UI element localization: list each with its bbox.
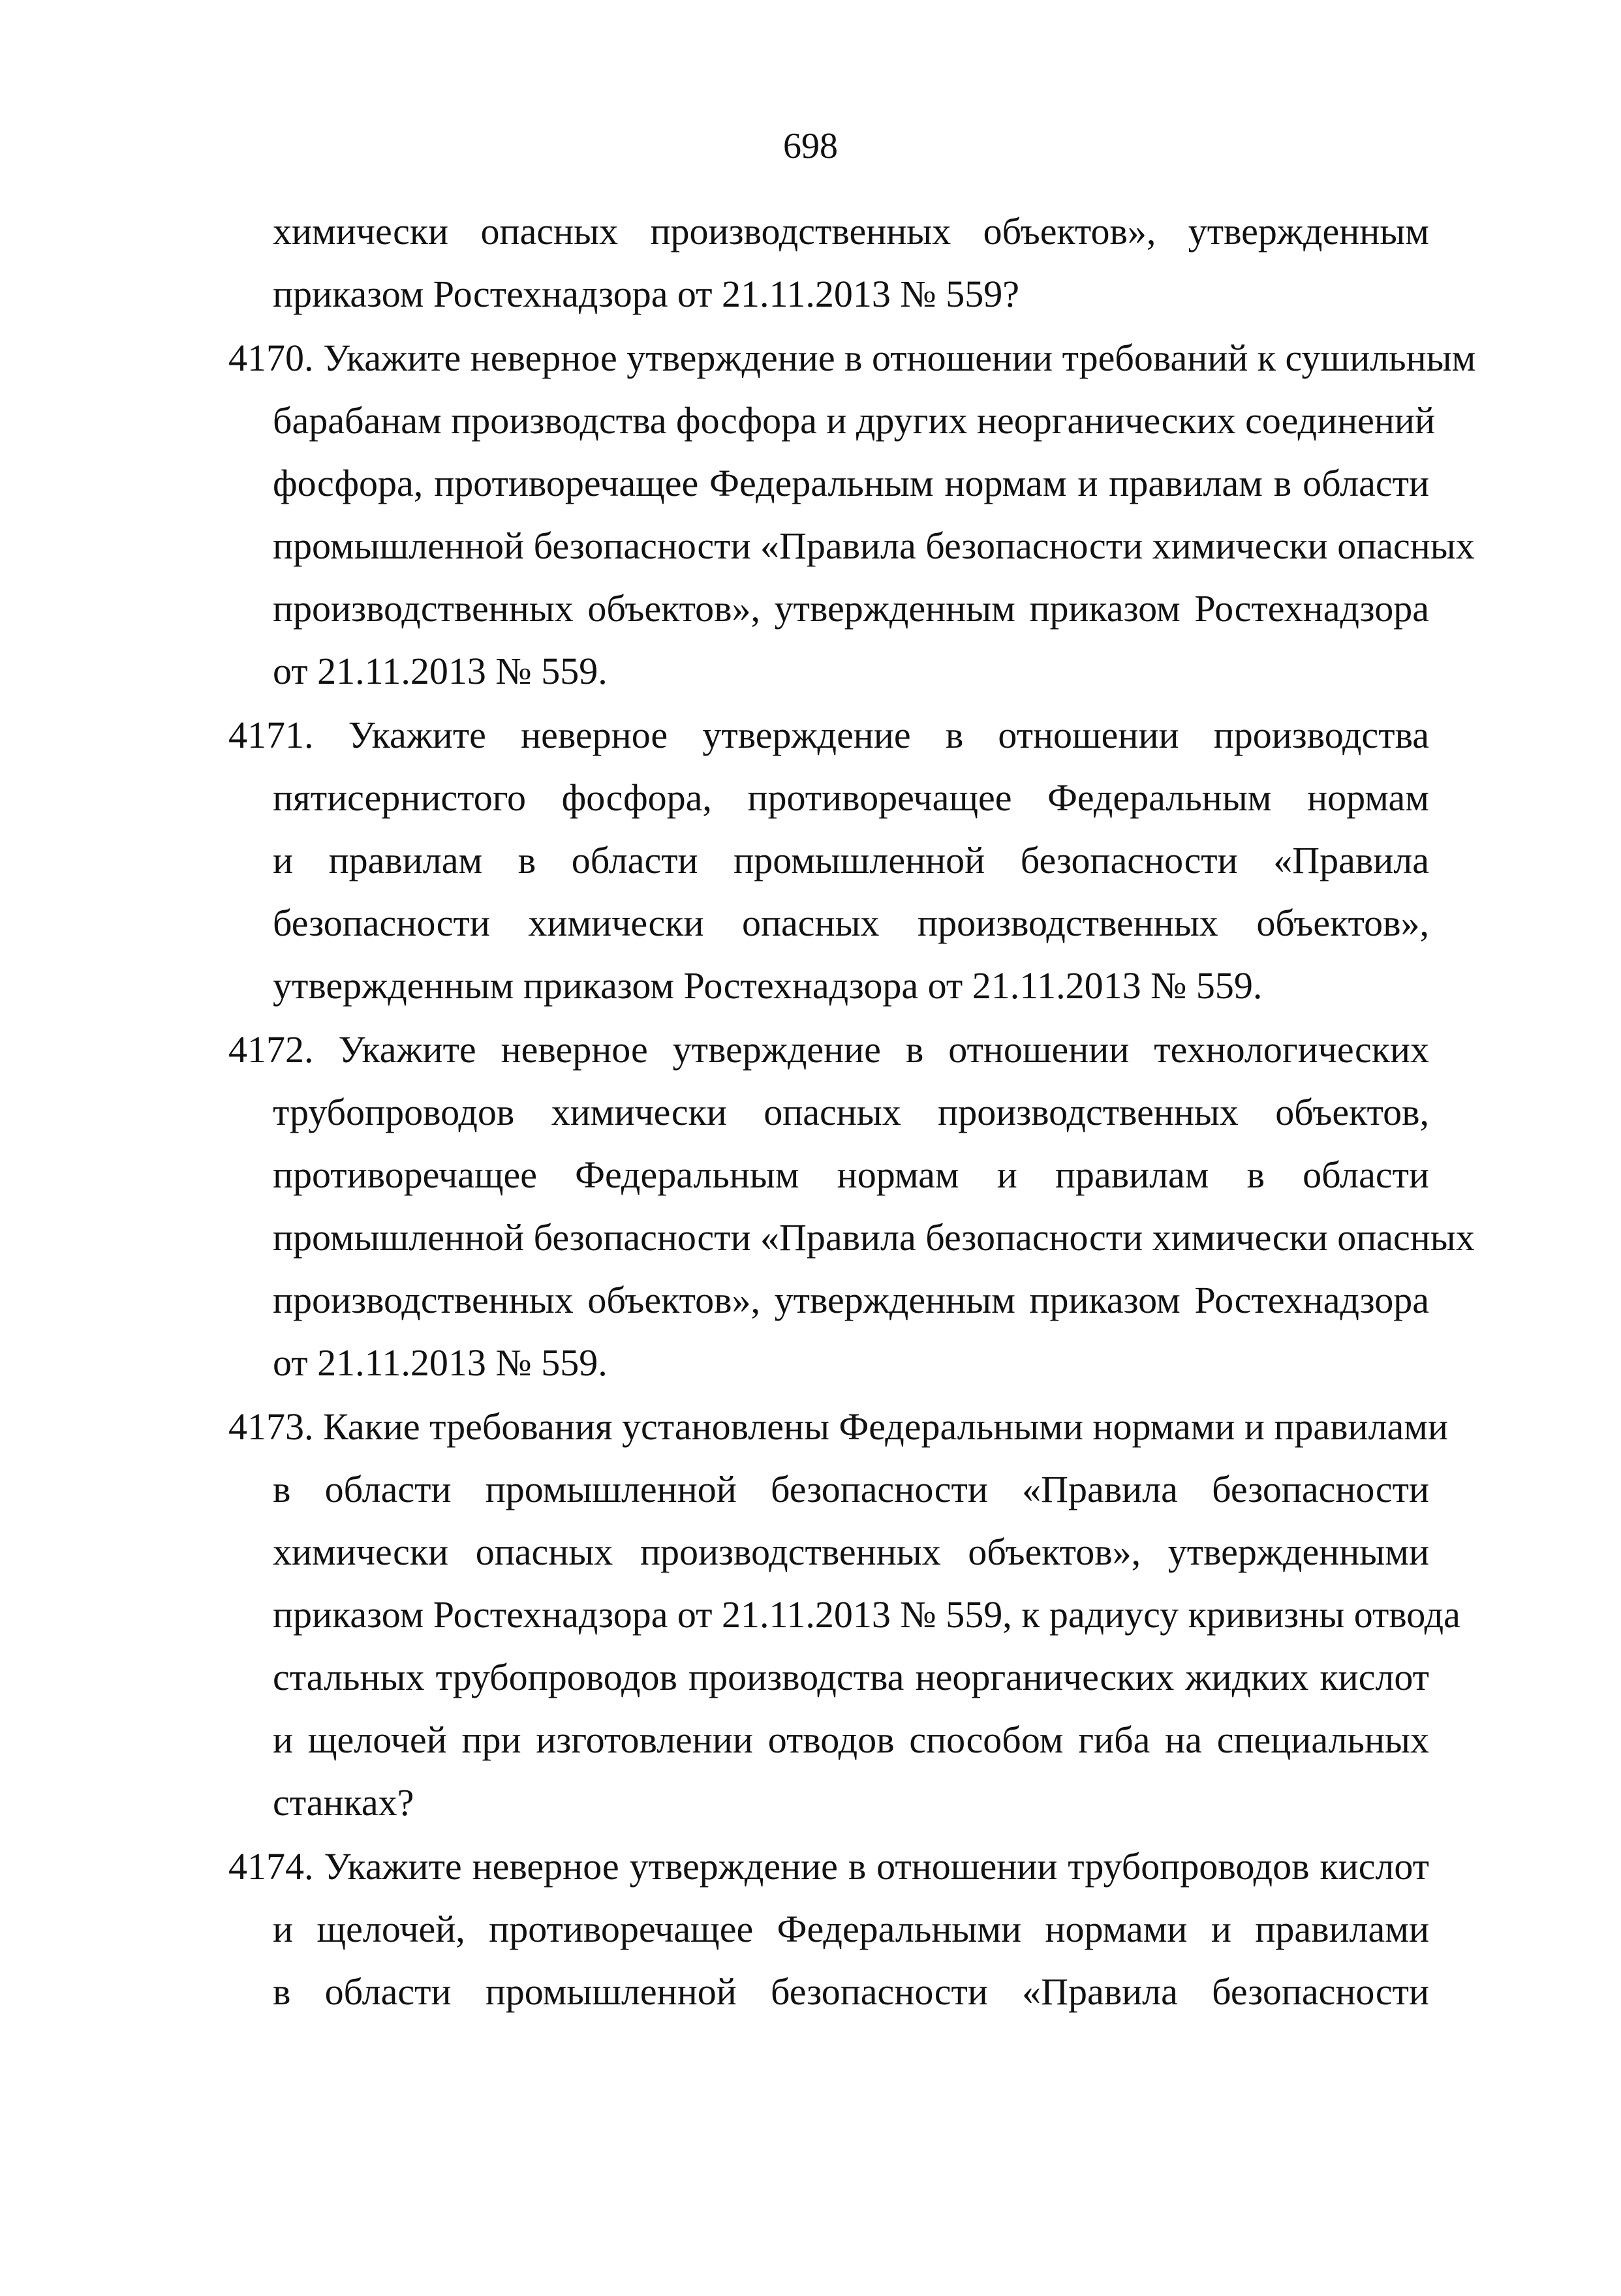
text-line: стальных трубопроводов производства неорганических жидких кислот: [273, 1656, 1429, 1698]
text-line: и щелочей при изготовлении отводов способом гиба на специальных: [273, 1719, 1429, 1761]
text-line: химически опасных производственных объектов», утвержденным: [273, 210, 1429, 253]
text-line: утвержденным приказом Ростехнадзора от 21.11.2013 № 559.: [273, 964, 1263, 1007]
question-line: 4170. Укажите неверное утверждение в отношении требований к сушильным: [228, 337, 1476, 379]
text-line: и щелочей, противоречащее Федеральными нормами и правилами: [273, 1908, 1429, 1950]
text-line: и правилам в области промышленной безопасности «Правила: [273, 839, 1429, 881]
text-line: от 21.11.2013 № 559.: [273, 650, 608, 692]
text-line: химически опасных производственных объектов», утвержденными: [273, 1531, 1429, 1573]
text-line: безопасности химически опасных производственных объектов»,: [273, 902, 1429, 944]
text-line: промышленной безопасности «Правила безопасности химически опасных: [273, 1216, 1475, 1259]
text-line: противоречащее Федеральным нормам и правилам в области: [273, 1154, 1429, 1196]
text-line: производственных объектов», утвержденным приказом Ростехнадзора: [273, 1279, 1429, 1321]
text-line: приказом Ростехнадзора от 21.11.2013 № 559, к радиусу кривизны отвода: [273, 1593, 1460, 1636]
text-line: в области промышленной безопасности «Правила безопасности: [273, 1468, 1429, 1510]
text-line: барабанам производства фосфора и других неорганических соединений: [273, 399, 1436, 442]
text-line: приказом Ростехнадзора от 21.11.2013 № 559?: [273, 273, 1019, 315]
question-line: 4173. Какие требования установлены Федеральными нормами и правилами: [228, 1405, 1449, 1448]
question-line: 4171. Укажите неверное утверждение в отношении производства: [228, 714, 1429, 756]
text-line: фосфора, противоречащее Федеральным нормам и правилам в области: [273, 462, 1429, 504]
text-line: станках?: [273, 1781, 414, 1824]
text-line: промышленной безопасности «Правила безопасности химически опасных: [273, 525, 1475, 567]
text-line: в области промышленной безопасности «Правила безопасности: [273, 1970, 1429, 2013]
question-line: 4174. Укажите неверное утверждение в отношении трубопроводов кислот: [228, 1845, 1429, 1888]
page-number: 698: [783, 126, 838, 166]
question-line: 4172. Укажите неверное утверждение в отношении технологических: [228, 1028, 1429, 1071]
text-line: трубопроводов химически опасных производственных объектов,: [273, 1091, 1429, 1133]
text-line: пятисернистого фосфора, противоречащее Федеральным нормам: [273, 776, 1429, 819]
text-line: от 21.11.2013 № 559.: [273, 1341, 608, 1384]
text-line: производственных объектов», утвержденным приказом Ростехнадзора: [273, 587, 1429, 630]
